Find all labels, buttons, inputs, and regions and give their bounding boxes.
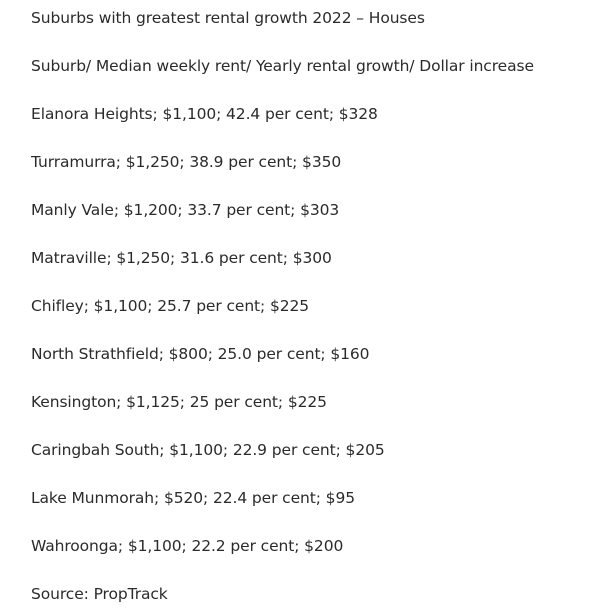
data-row-chifley: Chifley; $1,100; 25.7 per cent; $225 xyxy=(31,297,310,315)
article-body xyxy=(31,8,601,604)
data-row-elanora-heights: Elanora Heights; $1,100; 42.4 per cent; $328 xyxy=(31,105,378,123)
data-row-matraville: Matraville; $1,250; 31.6 per cent; $300 xyxy=(31,249,332,267)
table-title: Suburbs with greatest rental growth 2022 – Houses xyxy=(31,9,425,27)
data-row-lake-munmorah: Lake Munmorah; $520; 22.4 per cent; $95 xyxy=(31,489,355,507)
data-row-turramurra: Turramurra; $1,250; 38.9 per cent; $350 xyxy=(31,153,342,171)
data-row-kensington: Kensington; $1,125; 25 per cent; $225 xyxy=(31,393,327,411)
data-row-manly-vale: Manly Vale; $1,200; 33.7 per cent; $303 xyxy=(31,201,340,219)
data-row-north-strathfield: North Strathfield; $800; 25.0 per cent; $160 xyxy=(31,345,370,363)
data-row-caringbah-south: Caringbah South; $1,100; 22.9 per cent; $205 xyxy=(31,441,385,459)
column-header-line: Suburb/ Median weekly rent/ Yearly rental growth/ Dollar increase xyxy=(31,57,534,75)
source-note: Source: PropTrack xyxy=(31,585,168,603)
data-row-wahroonga: Wahroonga; $1,100; 22.2 per cent; $200 xyxy=(31,537,344,555)
